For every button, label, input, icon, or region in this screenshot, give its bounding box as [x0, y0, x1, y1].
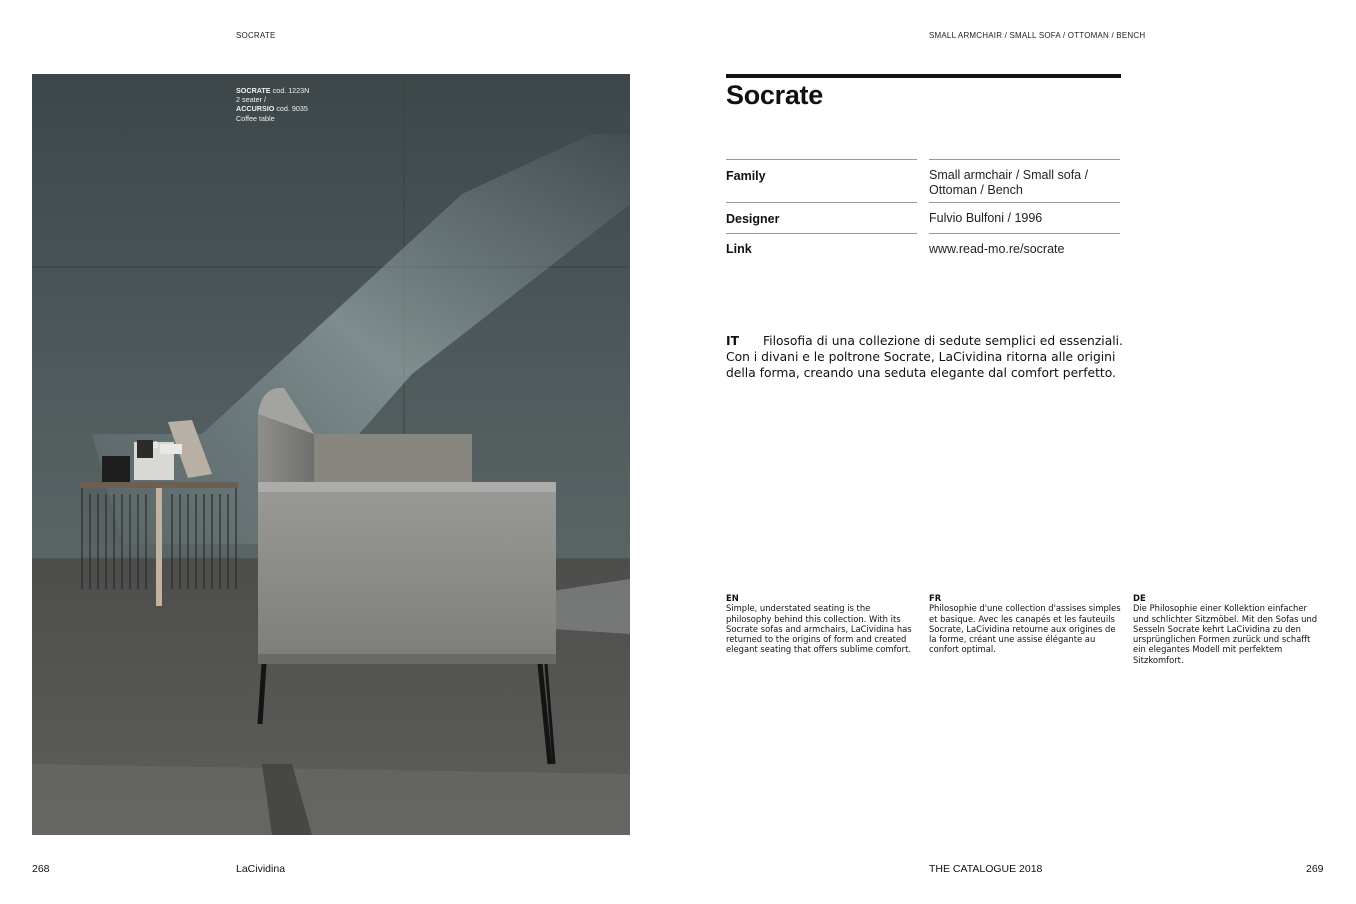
description-fr: [929, 593, 1121, 655]
spec-value-link[interactable]: www.read-mo.re/socrate: [929, 242, 1065, 256]
caption-product-name: SOCRATE: [236, 86, 271, 95]
lang-code-it: IT: [726, 334, 739, 348]
description-fr-text: Philosophie d'une collection d'assises simples et basique. Avec les canapés et les fauteuils Socrate, LaCividina retourne aux origines de la forme, créant une assise élégante au confort optimal.: [929, 603, 1121, 655]
photo-caption: [236, 86, 356, 123]
caption-table-code: cod. 9035: [274, 104, 308, 114]
spec-divider: [929, 233, 1120, 234]
lang-code-de: DE: [1133, 593, 1146, 603]
running-header-right: SMALL ARMCHAIR / SMALL SOFA / OTTOMAN / BENCH: [929, 31, 1146, 40]
spec-value-designer: Fulvio Bulfoni / 1996: [929, 211, 1043, 225]
spec-divider: [929, 202, 1120, 203]
spec-divider: [726, 233, 917, 234]
caption-table-name: ACCURSIO: [236, 104, 275, 114]
description-it: [726, 333, 1126, 381]
page-number-right: 269: [1306, 863, 1324, 875]
spec-divider: [726, 202, 917, 203]
sofa-scene-illustration: [32, 74, 630, 835]
page-number-left: 268: [32, 863, 50, 875]
caption-product-code: cod. 1223N: [270, 86, 310, 95]
running-header-left: SOCRATE: [236, 31, 276, 40]
description-de-text: Die Philosophie einer Kollektion einfacher und schlichter Sitzmöbel. Mit den Sofas und Sesseln Socrate kehrt LaCividina zu den ursprünglichen Formen zurück und schafft ein elegantes Modell mit perfektem Sitzkomfort.: [1133, 603, 1318, 665]
footer-brand: LaCividina: [236, 863, 286, 875]
product-title: Socrate: [726, 80, 823, 110]
description-de: [1133, 593, 1325, 665]
description-it-text: Filosofia di una collezione di sedute semplici ed essenziali. Con i divani e le poltrone Socrate, LaCividina ritorna alle origini della forma, creando una seduta elegante dal comfort perfetto.: [726, 334, 1123, 380]
spec-value-family: Small armchair / Small sofa / Ottoman / Bench: [929, 168, 1089, 197]
lang-code-fr: FR: [929, 593, 942, 603]
caption-table-type: Coffee table: [236, 113, 275, 123]
description-en-text: Simple, understated seating is the philosophy behind this collection. With its Socrate sofas and armchairs, LaCividina has returned to the origins of form and created elegant seating that offers sublime comfort.: [726, 603, 912, 655]
lang-code-en: EN: [726, 593, 739, 603]
spec-label-designer: Designer: [726, 212, 780, 226]
footer-catalogue: THE CATALOGUE 2018: [929, 863, 1043, 875]
description-en: [726, 593, 918, 655]
spec-divider: [929, 159, 1120, 160]
clock-digit: 5: [153, 440, 159, 450]
title-rule: [726, 74, 1121, 78]
spec-divider: [726, 159, 917, 160]
spec-label-link: Link: [726, 242, 752, 256]
spec-label-family: Family: [726, 169, 766, 183]
caption-product-type: 2 seater /: [236, 95, 266, 105]
product-photo: [32, 74, 630, 835]
